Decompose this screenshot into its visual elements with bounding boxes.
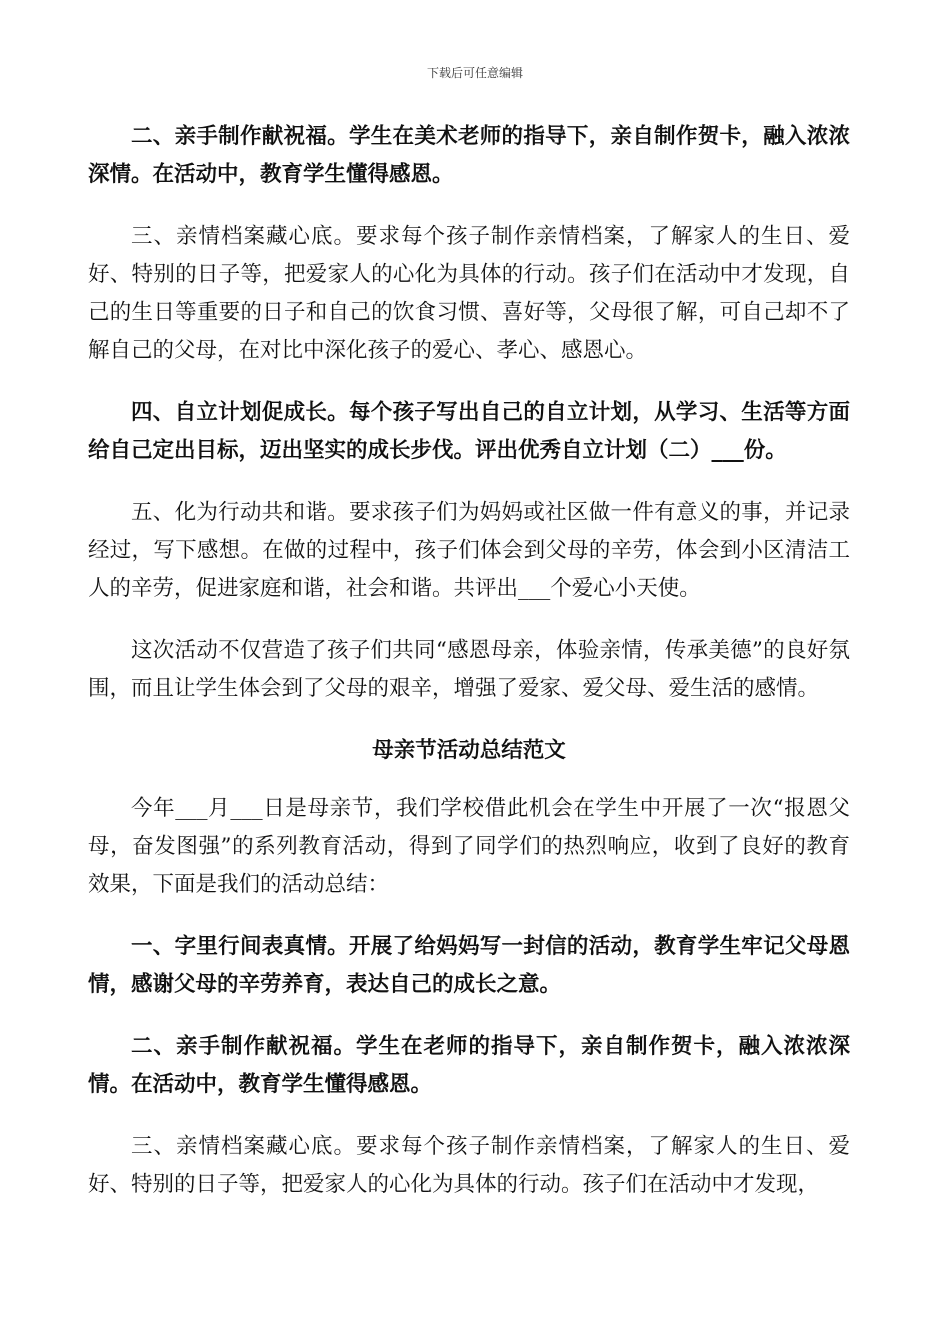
- document-body: [88, 118, 850, 1228]
- paragraph-family-archive: 三、亲情档案藏心底。要求每个孩子制作亲情档案，了解家人的生日、爱好、特别的日子等，把爱家人的心化为具体的行动。孩子们在活动中才发现，自己的生日等重要的日子和自己的饮食习惯、喜好等，父母很了解，可自己却不了解自己的父母，在对比中深化孩子的爱心、孝心、感恩心。: [88, 224, 850, 363]
- paragraph-intro: 今年___月___日是母亲节，我们学校借此机会在学生中开展了一次“报恩父母，奋发图强”的系列教育活动，得到了同学们的热烈响应，收到了良好的教育效果，下面是我们的活动总结：: [88, 796, 850, 897]
- section-title: 母亲节活动总结范文: [372, 738, 566, 763]
- paragraph-action-harmony: 五、化为行动共和谐。要求孩子们为妈妈或社区做一件有意义的事，并记录经过，写下感想。在做的过程中，孩子们体会到父母的辛劳，体会到小区清洁工人的辛劳，促进家庭和谐，社会和谐。共评出___个爱心小天使。: [88, 500, 850, 601]
- paragraph-crafting-blessings: 二、亲手制作献祝福。学生在美术老师的指导下，亲自制作贺卡，融入浓浓深情。在活动中，教育学生懂得感恩。: [88, 124, 850, 187]
- paragraph-conclusion: 这次活动不仅营造了孩子们共同“感恩母亲，体验亲情，传承美德”的良好氛围，而且让学生体会到了父母的艰辛，增强了爱家、爱父母、爱生活的感情。: [88, 638, 850, 701]
- paragraph-family-archive-2: 三、亲情档案藏心底。要求每个孩子制作亲情档案，了解家人的生日、爱好、特别的日子等，把爱家人的心化为具体的行动。孩子们在活动中才发现，: [88, 1134, 850, 1197]
- paragraph-letter-writing: 一、字里行间表真情。开展了给妈妈写一封信的活动，教育学生牢记父母恩情，感谢父母的辛劳养育，表达自己的成长之意。: [88, 934, 850, 997]
- paragraph-self-reliance-plan: 四、自立计划促成长。每个孩子写出自己的自立计划，从学习、生活等方面给自己定出目标，迈出坚实的成长步伐。评出优秀自立计划（二）___份。: [88, 400, 850, 463]
- paragraph-crafting-blessings-2: 二、亲手制作献祝福。学生在老师的指导下，亲自制作贺卡，融入浓浓深情。在活动中，教育学生懂得感恩。: [88, 1034, 850, 1097]
- page-header: 下载后可任意编辑: [426, 66, 523, 80]
